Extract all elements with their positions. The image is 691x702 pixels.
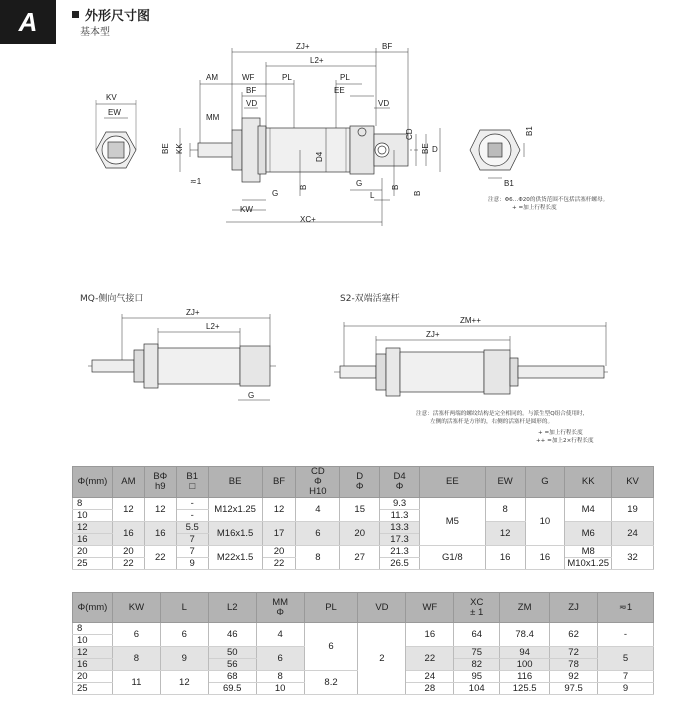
s2-dim-zm: ZM++ bbox=[460, 316, 481, 325]
th-spanner: ≂1 bbox=[598, 593, 654, 623]
dim-wf: WF bbox=[242, 73, 255, 82]
cell: 10 bbox=[73, 635, 113, 647]
cell: 8 bbox=[73, 623, 113, 635]
cell: 82 bbox=[454, 659, 500, 671]
dim-am: AM bbox=[206, 73, 218, 82]
front-collar bbox=[258, 126, 266, 174]
th-be: BE bbox=[208, 467, 262, 498]
table-header bbox=[73, 593, 654, 623]
cell: 27 bbox=[340, 546, 380, 570]
cell: 13.3 bbox=[380, 522, 420, 534]
th-d: D Φ bbox=[340, 467, 380, 498]
cell: 25 bbox=[73, 558, 113, 570]
clevis-pin-hole bbox=[375, 143, 389, 157]
cell: 97.5 bbox=[550, 683, 598, 695]
th-cd: CD Φ H10 bbox=[296, 467, 340, 498]
cell: 6 bbox=[160, 623, 208, 647]
cell: 9.3 bbox=[380, 498, 420, 510]
cell: 26.5 bbox=[380, 558, 420, 570]
cell: 6 bbox=[256, 647, 304, 671]
cell: 11 bbox=[112, 671, 160, 695]
cell: 104 bbox=[454, 683, 500, 695]
cell: - bbox=[176, 510, 208, 522]
dim-be: BE bbox=[161, 143, 170, 154]
th-zj: ZJ bbox=[550, 593, 598, 623]
cell: 8 bbox=[296, 546, 340, 570]
dim-vd-rear: VD bbox=[378, 99, 390, 108]
cell: 9 bbox=[160, 647, 208, 671]
page-title-text: 外形尺寸图 bbox=[85, 9, 151, 24]
cell: 78 bbox=[550, 659, 598, 671]
section-letter: A bbox=[18, 6, 38, 37]
dim-kv: KV bbox=[106, 93, 117, 102]
cell: 12 bbox=[73, 522, 113, 534]
cell: M16x1.5 bbox=[208, 522, 262, 546]
th-pl: PL bbox=[304, 593, 358, 623]
dim-kw: KW bbox=[240, 205, 253, 214]
cell: 25 bbox=[73, 683, 113, 695]
cell: 16 bbox=[406, 623, 454, 647]
cell: 8 bbox=[112, 647, 160, 671]
cell: 69.5 bbox=[208, 683, 256, 695]
front-cover bbox=[242, 118, 260, 182]
cell: 50 bbox=[208, 647, 256, 659]
dim-zj: ZJ+ bbox=[296, 42, 310, 51]
cell: 16 bbox=[485, 546, 525, 570]
th-am: AM bbox=[112, 467, 144, 498]
th-phi: Φ(mm) bbox=[73, 593, 113, 623]
mq-dim-g: G bbox=[248, 391, 255, 400]
s2-dim-zj: ZJ+ bbox=[426, 330, 440, 339]
cell: 17 bbox=[262, 522, 296, 546]
cell: 4 bbox=[296, 498, 340, 522]
th-kw: KW bbox=[112, 593, 160, 623]
th-b1: B1 □ bbox=[176, 467, 208, 498]
dim-cd: CD bbox=[405, 128, 414, 140]
cell: 9 bbox=[176, 558, 208, 570]
table-row bbox=[73, 546, 654, 558]
mq-side-view bbox=[88, 308, 276, 400]
dim-g: G bbox=[272, 189, 279, 198]
cylinder-barrel bbox=[266, 128, 350, 172]
cell: 5 bbox=[598, 647, 654, 671]
cell: - bbox=[598, 623, 654, 647]
cell: 7 bbox=[176, 546, 208, 558]
th-wf: WF bbox=[406, 593, 454, 623]
cell: 28 bbox=[406, 683, 454, 695]
dim-ew: EW bbox=[108, 108, 121, 117]
cell: 6 bbox=[112, 623, 160, 647]
spec-table-2 bbox=[72, 592, 654, 695]
cell: - bbox=[176, 498, 208, 510]
note-basic-line2: + =加上行程长度 bbox=[512, 205, 557, 211]
basic-side-view bbox=[161, 42, 440, 226]
cell: 16 bbox=[73, 659, 113, 671]
end-view-hex bbox=[96, 93, 136, 168]
piston-rod bbox=[198, 143, 234, 157]
cell: 64 bbox=[454, 623, 500, 647]
table-row bbox=[73, 522, 654, 534]
dim-g-rear: G bbox=[356, 179, 363, 188]
cell: 20 bbox=[73, 546, 113, 558]
cell: M8 bbox=[565, 546, 612, 558]
s2-double-rod-view bbox=[334, 316, 608, 396]
dim-b-clevis: B bbox=[413, 190, 422, 196]
cell: 95 bbox=[454, 671, 500, 683]
th-ee: EE bbox=[419, 467, 485, 498]
cell: 62 bbox=[550, 623, 598, 647]
cell: 10 bbox=[73, 510, 113, 522]
cell: 4 bbox=[256, 623, 304, 647]
cell: 20 bbox=[262, 546, 296, 558]
cell: 11.3 bbox=[380, 510, 420, 522]
dim-b1: B1 bbox=[525, 126, 534, 136]
cell: 19 bbox=[612, 498, 654, 522]
cell: 22 bbox=[112, 558, 144, 570]
th-g: G bbox=[525, 467, 565, 498]
cell: M4 bbox=[565, 498, 612, 522]
cell: 22 bbox=[262, 558, 296, 570]
cell: M22x1.5 bbox=[208, 546, 262, 570]
th-l2: L2 bbox=[208, 593, 256, 623]
cell: 12 bbox=[262, 498, 296, 522]
th-xc: XC ± 1 bbox=[454, 593, 500, 623]
th-l: L bbox=[160, 593, 208, 623]
cell: 72 bbox=[550, 647, 598, 659]
cell: 15 bbox=[340, 498, 380, 522]
cell: 12 bbox=[485, 522, 525, 546]
cell: 5.5 bbox=[176, 522, 208, 534]
dim-b-rear: B bbox=[391, 184, 400, 190]
cell: M6 bbox=[565, 522, 612, 546]
cell: 9 bbox=[598, 683, 654, 695]
cell: 10 bbox=[256, 683, 304, 695]
note-s2-line3: + =加上行程长度 bbox=[538, 430, 583, 436]
cell: 24 bbox=[406, 671, 454, 683]
cell: 78.4 bbox=[500, 623, 550, 647]
cell: G1/8 bbox=[419, 546, 485, 570]
cell: 8 bbox=[485, 498, 525, 522]
cell: 7 bbox=[598, 671, 654, 683]
dim-l2: L2+ bbox=[310, 56, 324, 65]
spec-table-1 bbox=[72, 466, 654, 570]
cell: 75 bbox=[454, 647, 500, 659]
th-kk: KK bbox=[565, 467, 612, 498]
cell: 12 bbox=[160, 671, 208, 695]
cell: 7 bbox=[176, 534, 208, 546]
note-s2-line1: 注意：活塞杆两端的螺纹结构是完全相同的。与派生型Q组合使用时, bbox=[416, 411, 585, 417]
table-row bbox=[73, 623, 654, 635]
dim-bf: BF bbox=[382, 42, 393, 51]
cell: 92 bbox=[550, 671, 598, 683]
cell: 24 bbox=[612, 522, 654, 546]
cell: 6 bbox=[304, 623, 358, 671]
dim-be-rear: BE bbox=[421, 143, 430, 154]
dim-mm: MM bbox=[206, 113, 220, 122]
dim-pl: PL bbox=[282, 73, 292, 82]
cell: 21.3 bbox=[380, 546, 420, 558]
dim-b1-bottom: B1 bbox=[504, 179, 514, 188]
table-header bbox=[73, 467, 654, 498]
cell: 8 bbox=[256, 671, 304, 683]
dim-d: D bbox=[432, 145, 438, 154]
cell: 46 bbox=[208, 623, 256, 647]
cell: M5 bbox=[419, 498, 485, 546]
cell: 22 bbox=[144, 546, 176, 570]
mq-dim-l2: L2+ bbox=[206, 322, 220, 331]
cell: 22 bbox=[406, 647, 454, 671]
cell: 32 bbox=[612, 546, 654, 570]
cell: 12 bbox=[112, 498, 144, 522]
cell: M10x1.25 bbox=[565, 558, 612, 570]
note-basic bbox=[488, 196, 608, 212]
cell: 8.2 bbox=[304, 671, 358, 695]
th-zm: ZM bbox=[500, 593, 550, 623]
cell: M12x1.25 bbox=[208, 498, 262, 522]
dim-kk: KK bbox=[175, 143, 184, 154]
table-row bbox=[73, 498, 654, 510]
cell: 125.5 bbox=[500, 683, 550, 695]
cell: 6 bbox=[296, 522, 340, 546]
note-s2 bbox=[416, 410, 594, 445]
dim-b: B bbox=[299, 184, 308, 190]
dim-bf-front: BF bbox=[246, 86, 257, 95]
cell: 16 bbox=[112, 522, 144, 546]
th-bf: BF bbox=[262, 467, 296, 498]
cell: 56 bbox=[208, 659, 256, 671]
cell: 12 bbox=[144, 498, 176, 522]
cell: 100 bbox=[500, 659, 550, 671]
th-kv: KV bbox=[612, 467, 654, 498]
caption-mq: MQ-侧向气接口 bbox=[80, 294, 144, 304]
cell: 16 bbox=[73, 534, 113, 546]
th-phi: Φ(mm) bbox=[73, 467, 113, 498]
caption-s2: S2-双端活塞杆 bbox=[340, 294, 400, 304]
rear-cover bbox=[350, 126, 374, 174]
cell: 2 bbox=[358, 623, 406, 695]
cell: 20 bbox=[340, 522, 380, 546]
cell: 8 bbox=[73, 498, 113, 510]
page-subtitle: 基本型 bbox=[80, 27, 110, 38]
th-mm: MM Φ bbox=[256, 593, 304, 623]
th-b: BΦ h9 bbox=[144, 467, 176, 498]
cell: 12 bbox=[73, 647, 113, 659]
cell: 116 bbox=[500, 671, 550, 683]
dim-spanner: ≂1 bbox=[190, 177, 202, 186]
cell: 68 bbox=[208, 671, 256, 683]
cell: 20 bbox=[73, 671, 113, 683]
note-s2-line2: 左侧的活塞杆是方形的，右侧的活塞杆是圆形的。 bbox=[430, 419, 554, 425]
note-basic-line1: 注意：Φ6…Φ20的供货范围不包括活塞杆螺母。 bbox=[488, 197, 609, 203]
mq-dim-zj: ZJ+ bbox=[186, 308, 200, 317]
cell: 20 bbox=[112, 546, 144, 558]
cell: 10 bbox=[525, 498, 565, 546]
note-s2-line4: ++ =加上2×行程长度 bbox=[536, 438, 594, 444]
cell: 17.3 bbox=[380, 534, 420, 546]
dim-d4: D4 bbox=[315, 151, 324, 162]
dim-pl-rear: PL bbox=[340, 73, 350, 82]
th-ew: EW bbox=[485, 467, 525, 498]
cell: 16 bbox=[144, 522, 176, 546]
dim-vd: VD bbox=[246, 99, 258, 108]
rod-nut bbox=[232, 130, 242, 170]
th-d4: D4 Φ bbox=[380, 467, 420, 498]
cell: 94 bbox=[500, 647, 550, 659]
dim-l: L bbox=[370, 191, 375, 200]
dim-xc: XC+ bbox=[300, 215, 316, 224]
cell: 16 bbox=[525, 546, 565, 570]
dim-ee: EE bbox=[334, 86, 345, 95]
th-vd: VD bbox=[358, 593, 406, 623]
end-view-square bbox=[470, 126, 534, 188]
